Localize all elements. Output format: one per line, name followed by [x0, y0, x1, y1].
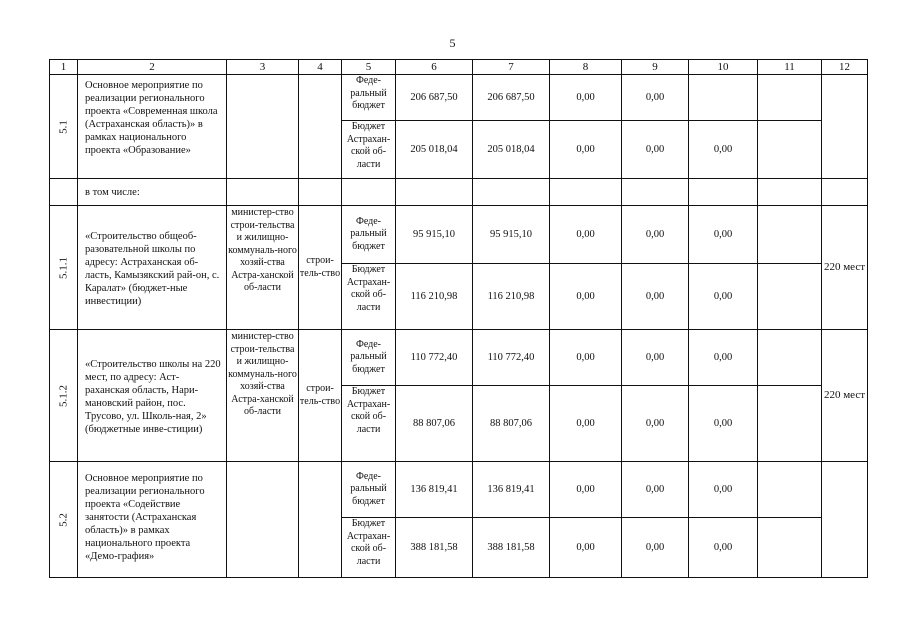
value-cell: 0,00	[622, 330, 689, 386]
header-cell: 1	[50, 60, 78, 75]
value-cell: 0,00	[550, 386, 622, 462]
funding-source: Феде-ральный бюджет	[342, 206, 396, 264]
value-cell: 0,00	[622, 75, 689, 121]
value-cell: 388 181,58	[473, 518, 550, 578]
value-cell: 206 687,50	[396, 75, 473, 121]
value-cell: 0,00	[689, 462, 758, 518]
value-cell: 205 018,04	[396, 121, 473, 179]
value-cell: 136 819,41	[473, 462, 550, 518]
funding-source: Феде-ральный бюджет	[342, 330, 396, 386]
type-cell: строи-тель-ство	[299, 330, 342, 462]
type-cell: строи-тель-ство	[299, 206, 342, 330]
value-cell: 95 915,10	[473, 206, 550, 264]
measure-name: Основное мероприятие по реализации регионального проекта «Содействие занятости (Астраханская область)» в рамках национального проекта «Демо-графия»	[78, 462, 227, 578]
result-cell: 220 мест	[822, 330, 868, 462]
budget-table	[49, 59, 868, 578]
table-row	[50, 75, 868, 121]
executor-cell: министер-ство строи-тельства и жилищно-коммуналь-ного хозяй-ства Астра-ханской об-ласти	[227, 330, 299, 462]
value-cell: 110 772,40	[396, 330, 473, 386]
value-cell: 0,00	[622, 206, 689, 264]
empty-cell	[473, 179, 550, 206]
funding-source: Бюджет Астрахан-ской об-ласти	[342, 121, 396, 179]
value-cell: 0,00	[622, 264, 689, 330]
funding-source: Бюджет Астрахан-ской об-ласти	[342, 518, 396, 578]
funding-source: Феде-ральный бюджет	[342, 75, 396, 121]
funding-source: Феде-ральный бюджет	[342, 462, 396, 518]
result-cell	[822, 462, 868, 578]
header-cell: 12	[822, 60, 868, 75]
value-cell: 0,00	[622, 386, 689, 462]
value-cell: 205 018,04	[473, 121, 550, 179]
value-cell: 0,00	[550, 330, 622, 386]
value-cell: 0,00	[550, 121, 622, 179]
table-row	[50, 330, 868, 386]
value-cell: 0,00	[622, 518, 689, 578]
value-cell: 116 210,98	[396, 264, 473, 330]
page-number: 5	[449, 36, 456, 50]
measure-name: Основное мероприятие по реализации регионального проекта «Современная школа (Астраханская область)» в рамках национального проекта «Образование»	[78, 75, 227, 179]
header-cell: 7	[473, 60, 550, 75]
header-cell: 5	[342, 60, 396, 75]
value-cell: 0,00	[689, 330, 758, 386]
funding-source: Бюджет Астрахан-ской об-ласти	[342, 386, 396, 462]
section-code: 5.1	[50, 75, 78, 179]
value-cell: 88 807,06	[473, 386, 550, 462]
value-cell: 0,00	[689, 121, 758, 179]
type-cell	[299, 462, 342, 578]
header-row	[50, 60, 868, 75]
empty-cell	[758, 206, 822, 264]
table-row	[50, 179, 868, 206]
value-cell: 0,00	[689, 206, 758, 264]
header-cell: 2	[78, 60, 227, 75]
header-cell: 9	[622, 60, 689, 75]
value-cell: 206 687,50	[473, 75, 550, 121]
value-cell: 0,00	[689, 518, 758, 578]
empty-cell	[396, 179, 473, 206]
value-cell	[689, 75, 758, 121]
value-cell: 0,00	[550, 518, 622, 578]
empty-cell	[758, 462, 822, 518]
executor-cell	[227, 75, 299, 179]
empty-cell	[50, 179, 78, 206]
empty-cell	[550, 179, 622, 206]
value-cell: 0,00	[550, 206, 622, 264]
value-cell: 110 772,40	[473, 330, 550, 386]
table-row	[50, 462, 868, 518]
value-cell: 0,00	[550, 264, 622, 330]
table-row	[50, 206, 868, 264]
empty-cell	[758, 179, 822, 206]
header-cell: 4	[299, 60, 342, 75]
header-cell: 10	[689, 60, 758, 75]
empty-cell	[622, 179, 689, 206]
empty-cell	[758, 386, 822, 462]
empty-cell	[689, 179, 758, 206]
empty-cell	[342, 179, 396, 206]
header-cell: 3	[227, 60, 299, 75]
section-code: 5.2	[50, 462, 78, 578]
measure-name: «Строительство школы на 220 мест, по адресу: Аст-раханская область, Нари-мановский район, пос. Трусово, ул. Школь-ная, 2» (бюджетные инве-стиции)	[78, 330, 227, 462]
header-cell: 11	[758, 60, 822, 75]
header-cell: 8	[550, 60, 622, 75]
executor-cell: министер-ство строи-тельства и жилищно-коммуналь-ного хозяй-ства Астра-ханской об-ласти	[227, 206, 299, 330]
result-cell	[822, 75, 868, 179]
value-cell: 136 819,41	[396, 462, 473, 518]
value-cell: 0,00	[550, 75, 622, 121]
value-cell: 0,00	[550, 462, 622, 518]
empty-cell	[758, 75, 822, 121]
funding-source: Бюджет Астрахан-ской об-ласти	[342, 264, 396, 330]
type-cell	[299, 75, 342, 179]
empty-cell	[758, 264, 822, 330]
section-code: 5.1.2	[50, 330, 78, 462]
value-cell: 95 915,10	[396, 206, 473, 264]
value-cell: 0,00	[689, 264, 758, 330]
empty-cell	[758, 330, 822, 386]
measure-name: «Строительство общеоб-разовательной школы по адресу: Астраханская об-ласть, Камызякский рай-он, с. Каралат» (бюджет-ные инвестиции)	[78, 206, 227, 330]
value-cell: 0,00	[689, 386, 758, 462]
result-cell: 220 мест	[822, 206, 868, 330]
header-cell: 6	[396, 60, 473, 75]
empty-cell	[758, 121, 822, 179]
including-label: в том числе:	[78, 179, 227, 206]
value-cell: 116 210,98	[473, 264, 550, 330]
empty-cell	[299, 179, 342, 206]
value-cell: 0,00	[622, 462, 689, 518]
section-code: 5.1.1	[50, 206, 78, 330]
value-cell: 0,00	[622, 121, 689, 179]
empty-cell	[227, 179, 299, 206]
value-cell: 88 807,06	[396, 386, 473, 462]
empty-cell	[822, 179, 868, 206]
value-cell: 388 181,58	[396, 518, 473, 578]
empty-cell	[758, 518, 822, 578]
executor-cell	[227, 462, 299, 578]
